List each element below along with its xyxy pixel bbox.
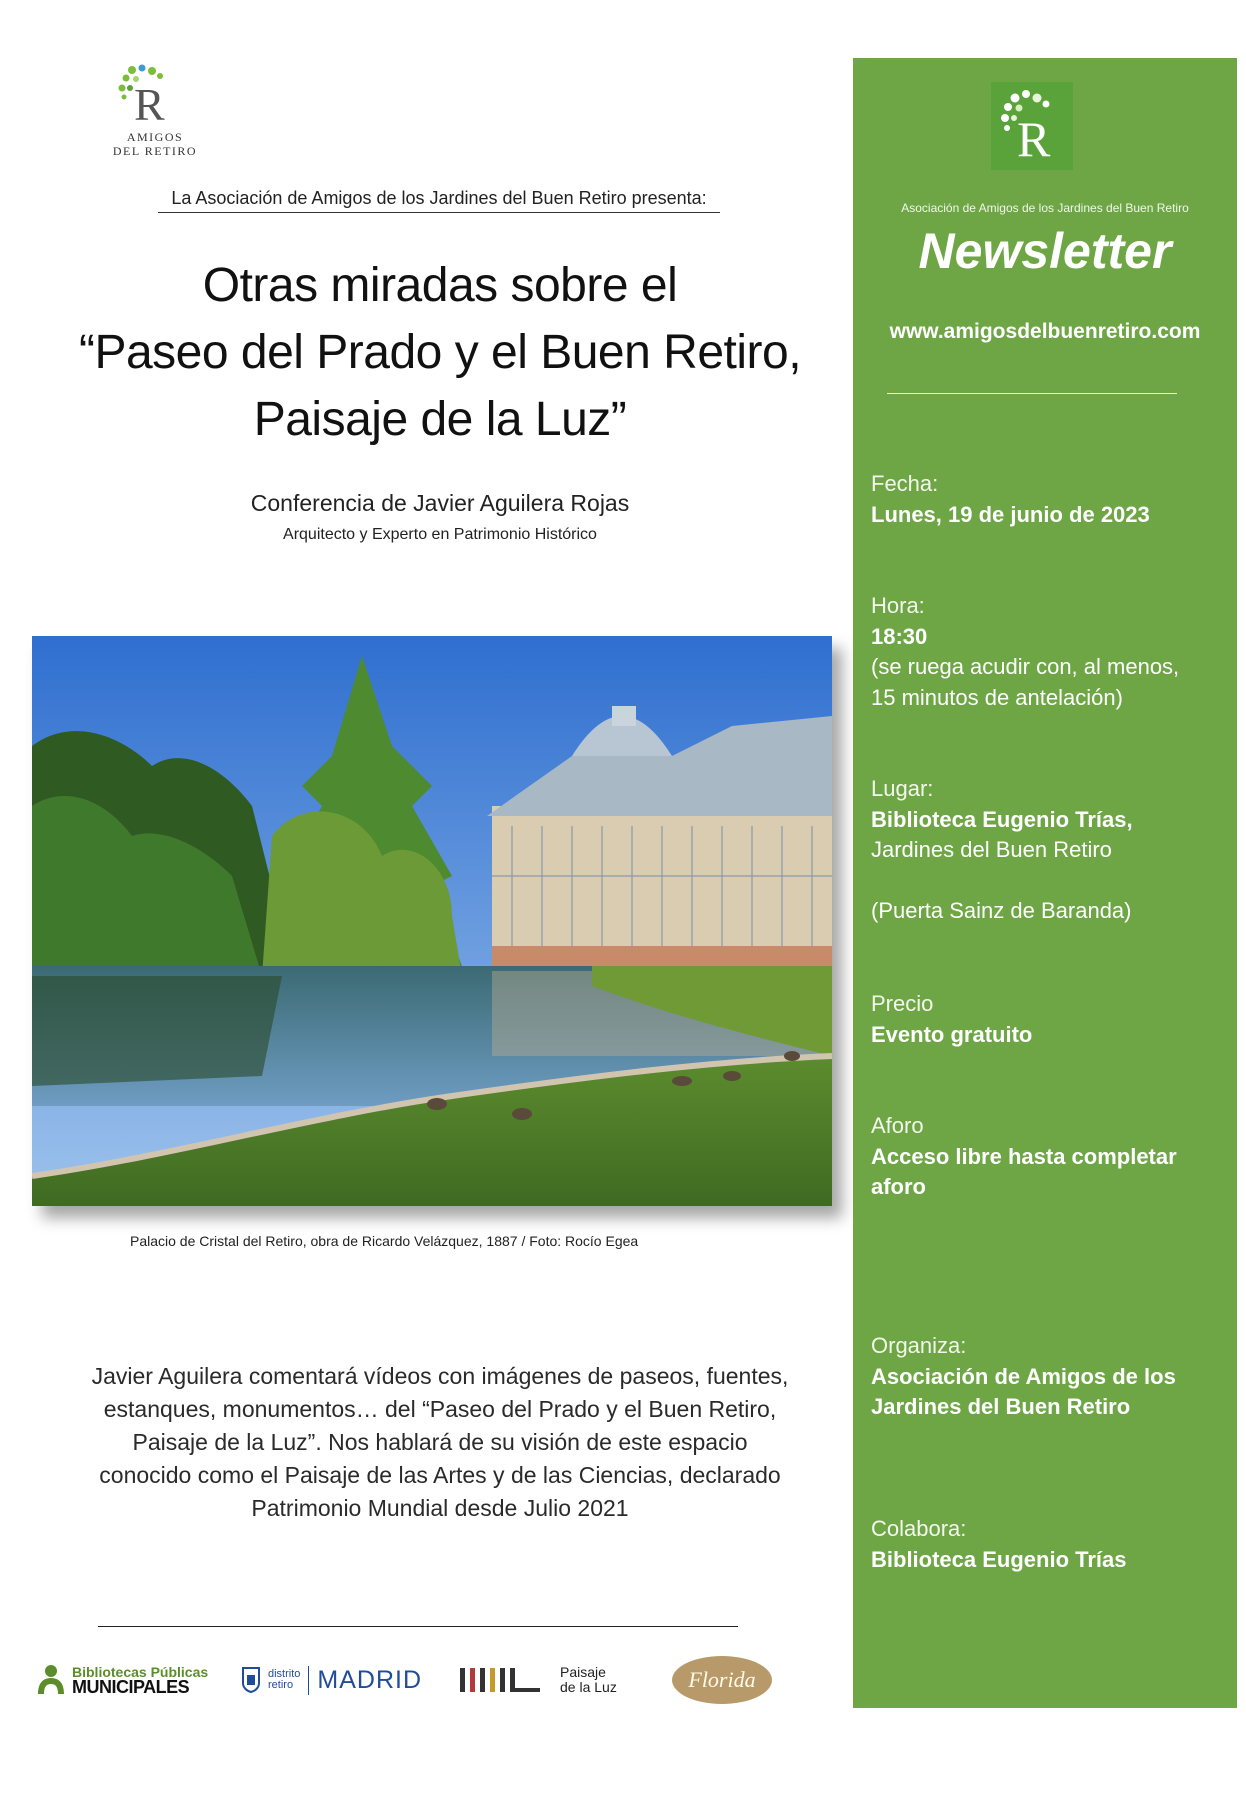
aforo-label: Aforo xyxy=(871,1113,924,1138)
paisaje-line-1: Paisaje xyxy=(560,1664,606,1680)
palacio-de-cristal-photo xyxy=(32,636,832,1206)
bibliotecas-line-1: Bibliotecas Públicas xyxy=(72,1664,209,1680)
hora-note-1: (se ruega acudir con, al menos, xyxy=(871,654,1180,679)
colabora-block xyxy=(871,1514,1221,1575)
colabora-value: Biblioteca Eugenio Trías xyxy=(871,1546,1127,1572)
lugar-label: Lugar: xyxy=(871,776,934,801)
sponsor-logos xyxy=(36,1650,796,1710)
hora-value: 18:30 xyxy=(871,623,928,649)
panel-logo xyxy=(991,82,1073,170)
bibliotecas-publicas-logo xyxy=(36,1650,208,1710)
florida-wordmark: Florida xyxy=(672,1656,772,1704)
logo-line-2: DEL RETIRO xyxy=(112,144,198,158)
distrito-line-2: retiro xyxy=(268,1679,294,1691)
description-line: estanques, monumentos… del “Paseo del Prado y el Buen Retiro, xyxy=(103,1396,777,1422)
title-line-2: “Paseo del Prado y el Buen Retiro, xyxy=(78,326,802,379)
newsletter-title: Newsletter xyxy=(918,223,1172,279)
madrid-wordmark: MADRID xyxy=(308,1666,422,1695)
paisaje-bars-icon xyxy=(460,1666,542,1694)
lugar-block xyxy=(871,774,1221,926)
tree-dots-logo-icon xyxy=(116,64,194,128)
library-person-icon xyxy=(36,1664,66,1696)
event-description xyxy=(50,1360,830,1525)
precio-label: Precio xyxy=(871,991,934,1016)
svg-text:R: R xyxy=(1017,111,1051,164)
paisaje-line-2: de la Luz xyxy=(560,1679,617,1695)
hora-note-2: 15 minutos de antelación) xyxy=(871,684,1123,710)
panel-association-name: Asociación de Amigos de los Jardines del Buen Retiro xyxy=(901,201,1189,215)
amigos-del-retiro-logo xyxy=(100,64,210,164)
logo-line-1: AMIGOS xyxy=(126,130,184,144)
presenta-heading: La Asociación de Amigos de los Jardines del Buen Retiro presenta: xyxy=(158,188,720,213)
fecha-block xyxy=(871,469,1221,530)
madrid-distrito-retiro-logo xyxy=(242,1650,422,1710)
aforo-value-1: Acceso libre hasta completar xyxy=(871,1143,1177,1169)
aforo-block xyxy=(871,1111,1221,1203)
fecha-label: Fecha: xyxy=(871,471,939,496)
hora-block xyxy=(871,591,1221,713)
lugar-line-3: (Puerta Sainz de Baranda) xyxy=(871,897,1132,923)
organiza-value-1: Asociación de Amigos de los xyxy=(871,1363,1176,1389)
tree-dots-logo-icon xyxy=(999,88,1065,164)
svg-text:R: R xyxy=(134,79,165,128)
organiza-label: Organiza: xyxy=(871,1333,967,1358)
lecture-speaker: Conferencia de Javier Aguilera Rojas xyxy=(250,490,630,516)
description-line: Javier Aguilera comentará vídeos con imágenes de paseos, fuentes, xyxy=(91,1363,789,1389)
description-line: Patrimonio Mundial desde Julio 2021 xyxy=(251,1495,629,1521)
newsletter-panel xyxy=(853,58,1237,1708)
organiza-block xyxy=(871,1331,1221,1423)
website-link[interactable]: www.amigosdelbuenretiro.com xyxy=(889,320,1201,343)
organiza-value-2: Jardines del Buen Retiro xyxy=(871,1394,1131,1419)
precio-block xyxy=(871,989,1221,1050)
photo-caption: Palacio de Cristal del Retiro, obra de Ricardo Velázquez, 1887 / Foto: Rocío Egea xyxy=(130,1233,639,1249)
speaker-role: Arquitecto y Experto en Patrimonio Histórico xyxy=(283,526,597,543)
bottom-divider xyxy=(98,1626,738,1627)
lugar-line-2: Jardines del Buen Retiro xyxy=(871,837,1112,862)
bibliotecas-line-2: MUNICIPALES xyxy=(72,1677,190,1697)
madrid-shield-icon xyxy=(242,1667,260,1693)
paisaje-de-la-luz-logo xyxy=(460,1650,617,1710)
event-title xyxy=(40,252,840,453)
colabora-label: Colabora: xyxy=(871,1516,967,1541)
distrito-line-1: distrito xyxy=(268,1668,301,1680)
hora-label: Hora: xyxy=(871,593,925,618)
florida-retiro-logo xyxy=(672,1650,772,1710)
aforo-value-2: aforo xyxy=(871,1174,926,1199)
description-line: conocido como el Paisaje de las Artes y de las Ciencias, declarado xyxy=(99,1462,781,1488)
title-line-3: Paisaje de la Luz” xyxy=(253,393,627,446)
title-line-1: Otras miradas sobre el xyxy=(202,259,678,312)
precio-value: Evento gratuito xyxy=(871,1021,1033,1047)
description-line: Paisaje de la Luz”. Nos hablará de su visión de este espacio xyxy=(132,1429,748,1455)
lugar-value: Biblioteca Eugenio Trías, xyxy=(871,806,1133,832)
fecha-value: Lunes, 19 de junio de 2023 xyxy=(871,501,1150,527)
panel-divider xyxy=(887,393,1177,394)
